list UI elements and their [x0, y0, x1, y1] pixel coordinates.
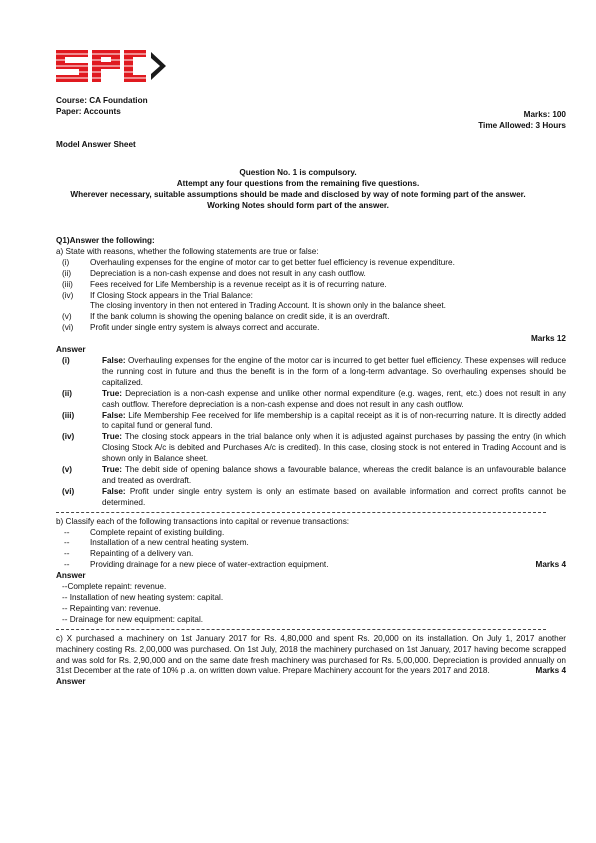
answer-verdict: False:	[102, 486, 126, 496]
answer-explanation: Overhauling expenses for the engine of the motor car is incurred to get better fuel efficiency. These expenses will reduce the running cost in future and thus the benefit is in the form of a long-term advantage. So overhauling expenses should be capitalized.	[102, 355, 566, 387]
answer-label: Answer	[56, 345, 86, 355]
answer-text	[102, 356, 566, 389]
answer-explanation: Life Membership Fee received for life membership is a capital receipt as it is of non-recurring nature. It is directly added to capital fund or general fund.	[102, 410, 566, 431]
transaction-item	[56, 528, 566, 539]
instruction-line: Question No. 1 is compulsory.	[239, 168, 357, 177]
statement-text: The closing inventory in then not entered in Trading Account. It is shown only in the balance sheet.	[90, 301, 446, 311]
answer-explanation: The debit side of opening balance shows a favourable balance, whereas the credit balance is an unfavourable balance and treated as overdraft.	[102, 465, 566, 485]
statement-number	[56, 301, 90, 312]
statement-text: Overhauling expenses for the engine of motor car to get better fuel efficiency is revenue expenditure.	[90, 257, 455, 267]
answer-explanation: Profit under single entry system is only an estimate based on available information and correct profits cannot be determined.	[102, 486, 566, 507]
marks-info	[478, 110, 566, 132]
statement-row	[56, 258, 566, 269]
answer-text	[102, 432, 566, 465]
part-a-intro-text: a) State with reasons, whether the following statements are true or false:	[56, 246, 319, 256]
transaction-text: Repainting of a delivery van.	[90, 549, 194, 559]
answer-text	[102, 411, 566, 433]
part-a-intro	[56, 247, 566, 258]
answer-verdict: True:	[102, 465, 123, 475]
answer-row	[56, 411, 566, 433]
section-divider	[56, 629, 546, 630]
part-b-intro: b) Classify each of the following transactions into capital or revenue transactions:	[56, 516, 350, 526]
statement-row	[56, 269, 566, 280]
bullet-dash: --	[64, 538, 70, 548]
part-c-marks: Marks 4	[535, 666, 566, 676]
answer-verdict: True:	[102, 388, 123, 398]
answer-number: (iii)	[62, 410, 75, 420]
statement-row	[56, 301, 566, 312]
time-allowed: Time Allowed: 3 Hours	[478, 120, 566, 130]
answer-number: (vi)	[62, 486, 75, 496]
question-title: Q1)Answer the following:	[56, 236, 155, 245]
statement-text: Profit under single entry system is always correct and accurate.	[90, 323, 320, 333]
answer-label: Answer	[56, 571, 86, 581]
part-c-question	[56, 634, 566, 678]
answer-text	[102, 487, 566, 509]
transaction-text: Installation of a new central heating system.	[90, 538, 249, 548]
answer-verdict: False:	[102, 355, 126, 365]
bullet-dash: --	[64, 527, 70, 537]
course-info	[56, 96, 148, 118]
answer-verdict: False:	[102, 410, 126, 420]
part-c-text: c) X purchased a machinery on 1st January 2017 for Rs. 4,80,000 and spent Rs. 20,000 on its installation. On July 1, 2017 another machinery costing Rs. 2,00,000 was purchased. On 1st July, 2018 the machinery purchased on 1st January, 2017 having become scrapped and was sold for Rs. 2,90,000 and on the same date fresh machinery was purchased for Rs. 5,00,000. Depreciation is provided annually on 31st December at the rate of 10% p .a. on written down value. Prepare Machinery account for the years 2017 and 2018.	[56, 633, 566, 676]
transaction-item	[56, 538, 566, 549]
transaction-item	[56, 560, 566, 571]
statement-number: (iii)	[62, 279, 73, 289]
statement-text: If the bank column is showing the opening balance on credit side, it is an overdraft.	[90, 312, 390, 322]
statement-text: Depreciation is a non-cash expense and does not result in any cash outflow.	[90, 268, 366, 278]
transaction-text: Providing drainage for a new piece of water-extraction equipment.	[90, 560, 329, 570]
instructions	[0, 168, 596, 212]
statement-number: (i)	[62, 257, 70, 267]
bullet-dash: --	[64, 560, 70, 570]
statement-number: (v)	[62, 312, 72, 322]
answer-number: (iv)	[62, 432, 75, 442]
part-a-marks: Marks 12	[530, 334, 566, 344]
instruction-line: Attempt any four questions from the remaining five questions.	[176, 178, 420, 188]
classification-answer: -- Repainting van: revenue.	[62, 603, 161, 613]
part-b-marks: Marks 4	[535, 560, 566, 570]
transaction-text: Complete repaint of existing building.	[90, 527, 225, 537]
answer-row	[56, 432, 566, 465]
classification-answer: -- Drainage for new equipment: capital.	[62, 614, 204, 624]
answer-explanation: The closing stock appears in the trial balance only when it is adjusted against purchases by passing the entry (in which Closing Stock A/c is debited and Purchases A/c is credited). In this case, closing stock is not entered in Trading Account and is shown only in Balance sheet.	[102, 432, 566, 464]
section-divider	[56, 512, 546, 513]
statement-text: Fees received for Life Membership is a revenue receipt as it is of recurring nature.	[90, 279, 387, 289]
answer-number: (v)	[62, 465, 73, 475]
instruction-line: Wherever necessary, suitable assumptions should be made and disclosed by way of note forming part of the answer.	[70, 189, 526, 199]
answer-row	[56, 356, 566, 389]
transaction-item	[56, 549, 566, 560]
statement-number: (iv)	[62, 290, 74, 300]
statement-row	[56, 312, 566, 323]
answer-text	[102, 389, 566, 411]
answer-verdict: True:	[102, 432, 123, 442]
answer-row	[56, 487, 566, 509]
spc-logo	[54, 46, 172, 86]
answer-label: Answer	[56, 677, 86, 687]
statement-row	[56, 323, 566, 334]
total-marks: Marks: 100	[523, 110, 566, 119]
answer-text	[102, 465, 566, 487]
course-label: Course: CA Foundation	[56, 96, 148, 105]
statement-number: (ii)	[62, 268, 72, 278]
answer-number: (ii)	[62, 388, 73, 398]
paper-label: Paper: Accounts	[56, 106, 121, 116]
instruction-line: Working Notes should form part of the answer.	[207, 200, 389, 210]
answer-row	[56, 465, 566, 487]
answer-explanation: Depreciation is a non-cash expense and unlike other normal expenditure (e.g. wages, rent, etc.) does not result in any cash outflow. Therefore depreciation is a non-cash expense and does not result in any cash outflow.	[102, 388, 566, 409]
question-content	[56, 236, 566, 688]
model-answer-title: Model Answer Sheet	[56, 140, 136, 149]
answer-number: (i)	[62, 355, 70, 365]
statement-number: (vi)	[62, 323, 74, 333]
transaction-line	[90, 560, 566, 571]
answer-row	[56, 389, 566, 411]
statement-row	[56, 280, 566, 291]
statement-row	[56, 291, 566, 302]
bullet-dash: --	[64, 549, 70, 559]
classification-answer: -- Installation of new heating system: capital.	[62, 593, 224, 602]
statement-text: If Closing Stock appears in the Trial Balance:	[90, 290, 253, 300]
classification-answer: --Complete repaint: revenue.	[62, 582, 167, 592]
